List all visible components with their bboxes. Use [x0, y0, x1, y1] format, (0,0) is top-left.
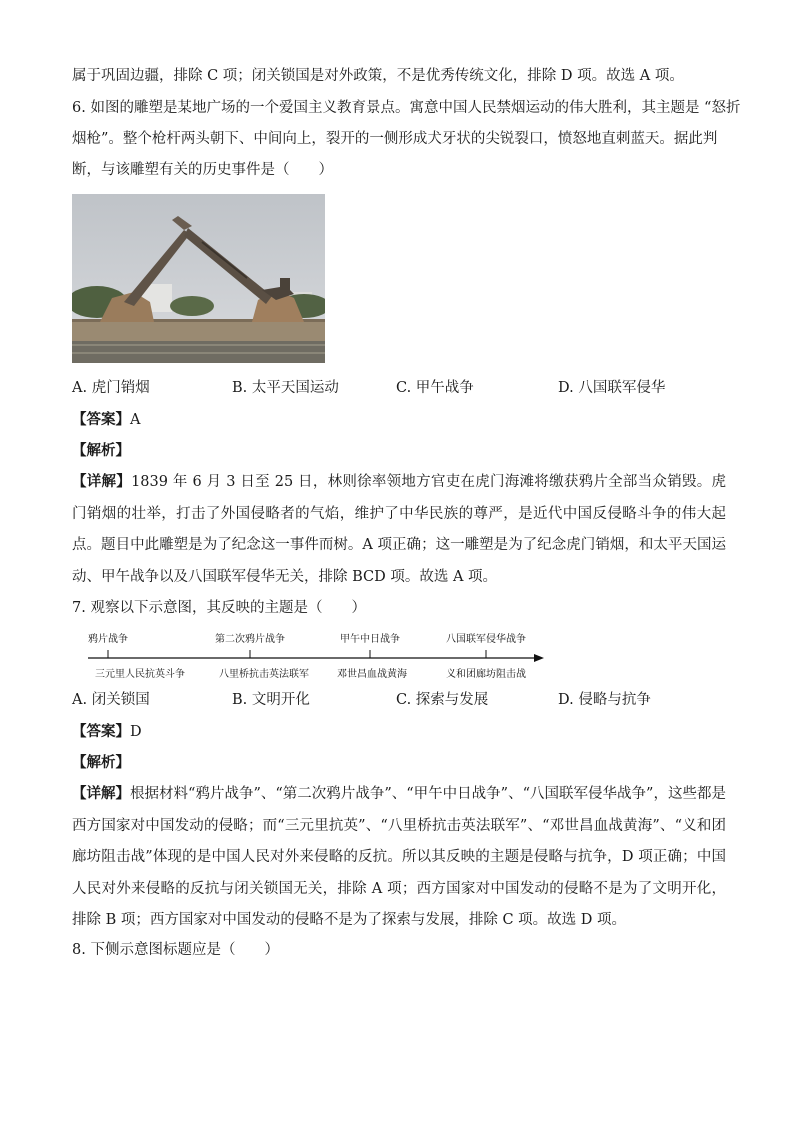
answer-tag: 【答案】: [72, 411, 130, 428]
timeline-bottom-label: 邓世昌血战黄海: [337, 669, 407, 680]
option-d: D. 侵略与抗争: [558, 692, 651, 708]
option-d: D. 八国联军侵华: [558, 380, 666, 396]
option-c: C. 探索与发展: [396, 692, 489, 708]
answer-value: D: [130, 724, 142, 740]
question-7-options: [72, 690, 732, 710]
option-a: A. 虎门销烟: [72, 380, 150, 396]
analysis-tag: 【解析】: [72, 754, 130, 771]
timeline-top-label: 鸦片战争: [88, 634, 128, 645]
analysis-tag: 【解析】: [72, 442, 130, 459]
question-7-detail: [72, 778, 726, 937]
detail-tag: 【详解】: [72, 785, 131, 802]
detail-text: 1839 年 6 月 3 日至 25 日，林则徐率领地方官吏在虎门海滩将缴获鸦片全部当众销毁。虎门销烟的壮举，打击了外国侵略者的气焰，维护了中华民族的尊严，是近代中国反侵略斗争的伟大起点。题目中此雕塑是为了纪念这一事件而树。A 项正确；这一雕塑是为了纪念虎门销烟，和太平天国运动、甲午战争以及八国联军侵华无关，排除 BCD 项。故选 A 项。: [72, 474, 726, 585]
answer-value: A: [130, 412, 141, 428]
question-6-stem-line1: 6. 如图的雕塑是某地广场的一个爱国主义教育景点。寓意中国人民禁烟运动的伟大胜利，其主题是 “怒折: [72, 100, 741, 116]
option-c: C. 甲午战争: [396, 380, 474, 396]
timeline-diagram: [88, 628, 548, 684]
timeline-top-label: 甲午中日战争: [340, 634, 400, 645]
answer-tag: 【答案】: [72, 723, 130, 740]
timeline-bottom-label: 义和团廊坊阻击战: [446, 669, 526, 680]
option-b: B. 文明开化: [232, 692, 310, 708]
question-6-stem-line2: 烟枪”。整个枪杆两头朝下、中间向上，裂开的一侧形成犬牙状的尖锐裂口，愤怒地直刺蓝天。据此判: [72, 131, 718, 147]
question-6-answer: [72, 410, 732, 430]
timeline-top-label: 八国联军侵华战争: [446, 634, 526, 645]
timeline-top-label: 第二次鸦片战争: [215, 634, 285, 645]
timeline-bottom-label: 三元里人民抗英斗争: [95, 669, 185, 680]
question-6-detail: [72, 466, 726, 593]
text-line: 属于巩固边疆，排除 C 项；闭关锁国是对外政策，不是优秀传统文化，排除 D 项。故选 A 项。: [72, 68, 684, 84]
option-a: A. 闭关锁国: [72, 692, 150, 708]
option-b: B. 太平天国运动: [232, 380, 339, 396]
question-6-options: [72, 378, 732, 398]
detail-tag: 【详解】: [72, 473, 132, 490]
question-6-stem-line3: 断，与该雕塑有关的历史事件是（ ）: [72, 162, 333, 178]
sculpture-photo: [72, 194, 325, 363]
question-6-analysis-tag: [72, 441, 732, 461]
timeline-bottom-label: 八里桥抗击英法联军: [219, 669, 309, 680]
question-7-stem: 7. 观察以下示意图，其反映的主题是（ ）: [72, 600, 366, 616]
detail-text: 根据材料“鸦片战争”、“第二次鸦片战争”、“甲午中日战争”、“八国联军侵华战争”，这些都是西方国家对中国发动的侵略；而“三元里抗英”、“八里桥抗击英法联军”、“邓世昌血战黄海”、“义和团廊坊阻击战”体现的是中国人民对外来侵略的反抗。所以其反映的主题是侵略与抗争，D 项正确；中国人民对外来侵略的反抗与闭关锁国无关，排除 A 项；西方国家对中国发动的侵略不是为了文明开化，排除 B 项；西方国家对中国发动的侵略不是为了探索与发展，排除 C 项。故选 D 项。: [72, 786, 726, 928]
question-7-analysis-tag: [72, 753, 732, 773]
question-8-stem: 8. 下侧示意图标题应是（ ）: [72, 942, 279, 958]
question-7-answer: [72, 722, 732, 742]
